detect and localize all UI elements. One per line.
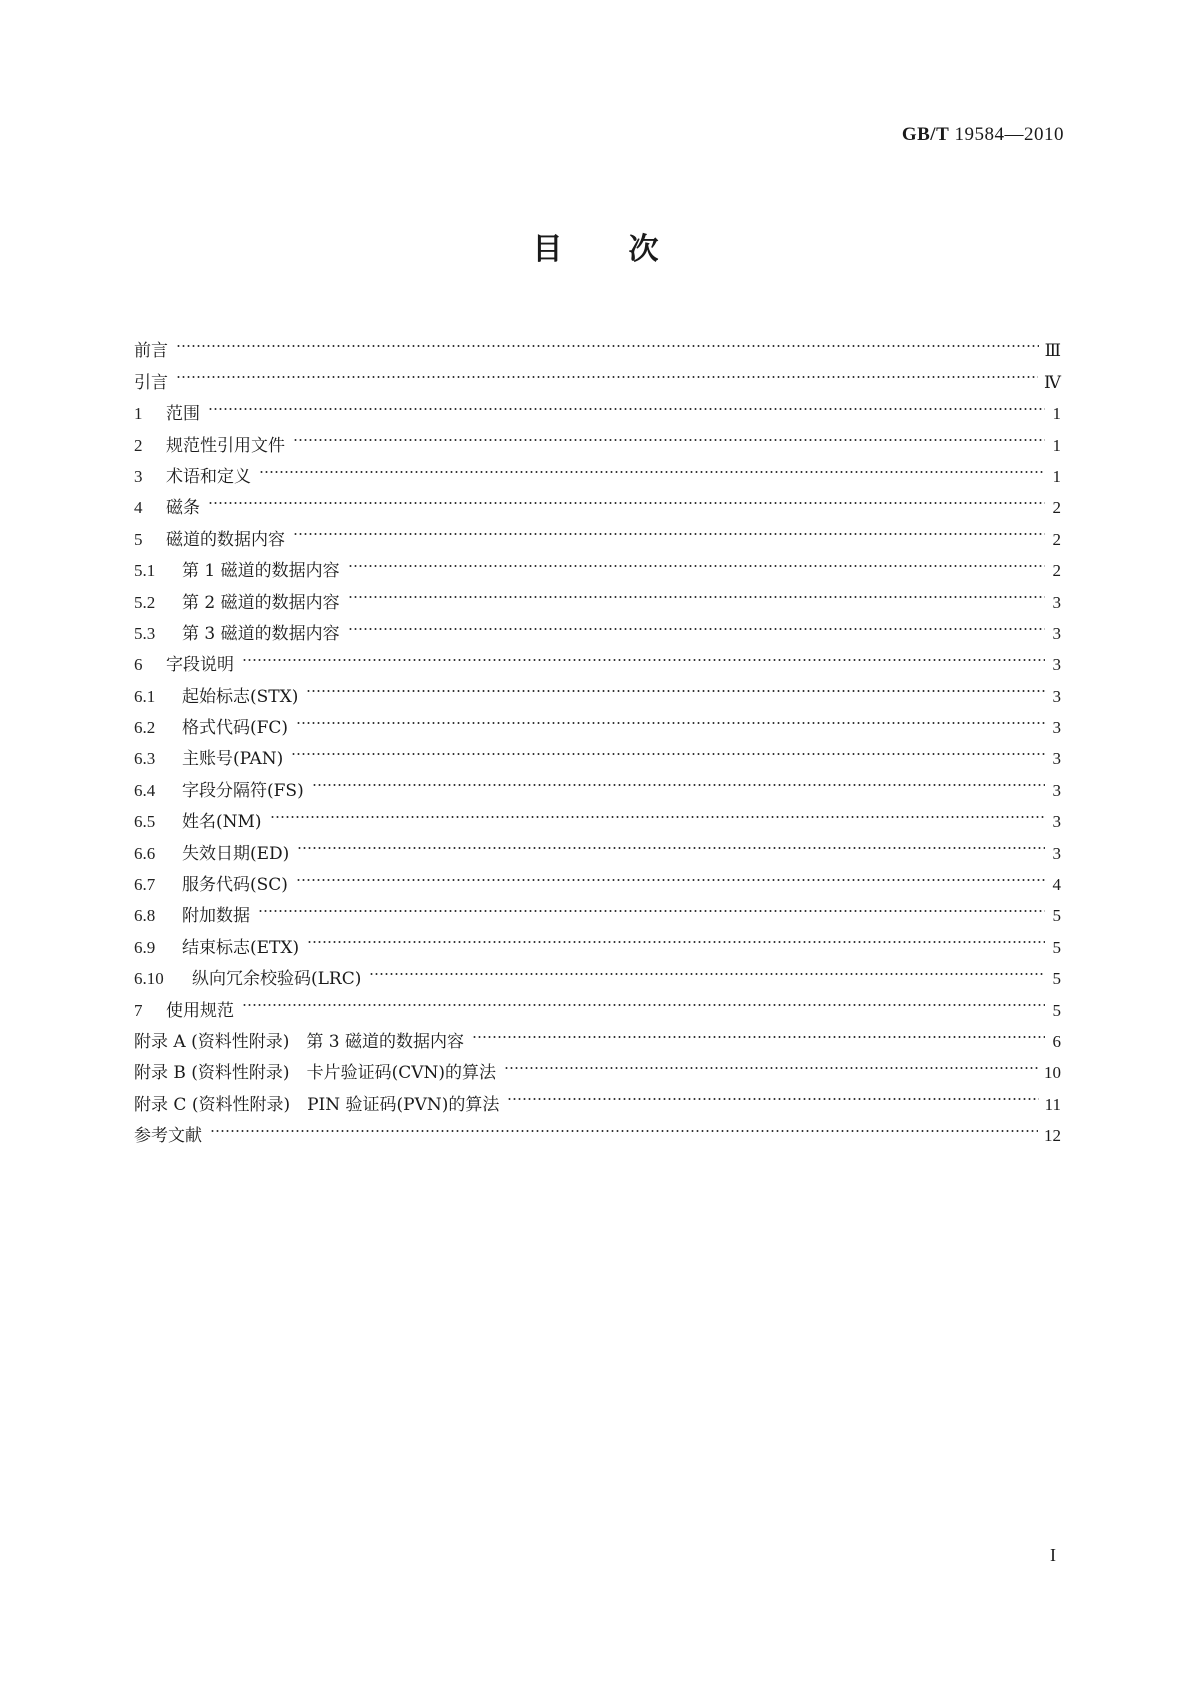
toc-entry-page: 3 <box>1052 812 1061 832</box>
toc-entry[interactable] <box>134 451 1061 487</box>
toc-entry-page: 3 <box>1052 623 1061 643</box>
toc-dot-leader <box>208 388 1045 419</box>
toc-entry-page: Ⅳ <box>1044 372 1061 392</box>
toc-entry-label: 纵向冗余校验码(LRC) <box>192 969 362 990</box>
toc-entry-page: 1 <box>1052 466 1061 486</box>
toc-entry-page: 3 <box>1052 780 1061 800</box>
standard-number <box>902 124 1064 146</box>
toc-entry-page: 1 <box>1052 435 1061 455</box>
toc-entry-number: 6.1 <box>134 686 156 706</box>
toc-dot-leader <box>291 733 1045 764</box>
toc-dot-leader <box>176 356 1038 387</box>
toc-entry-label: 规范性引用文件 <box>166 435 285 456</box>
toc-entry-page: 5 <box>1052 906 1061 926</box>
toc-dot-leader <box>176 325 1039 356</box>
toc-entry[interactable] <box>134 513 1061 550</box>
toc-entry-label: 范围 <box>166 404 200 425</box>
toc-entry-label: 使用规范 <box>166 1000 234 1021</box>
toc-entry-number: 6.4 <box>134 780 156 800</box>
toc-entry-number: 7 <box>134 1000 143 1020</box>
toc-entry-number: 6.6 <box>134 843 156 863</box>
toc-entry-label: 磁道的数据内容 <box>166 529 285 550</box>
toc-entry-page: 6 <box>1052 1031 1061 1051</box>
toc-entry-page: Ⅲ <box>1044 341 1061 361</box>
toc-entry-page: 1 <box>1052 404 1061 424</box>
toc-dot-leader <box>296 702 1045 733</box>
toc-entry-number: 3 <box>134 466 143 486</box>
toc-dot-leader <box>296 859 1045 890</box>
toc-entry-page: 11 <box>1044 1094 1061 1114</box>
toc-entry-label: 字段分隔符(FS) <box>182 780 304 801</box>
toc-dot-leader <box>293 513 1045 544</box>
toc-entry-number: 5 <box>134 529 143 549</box>
toc-entry-number: 6.2 <box>134 718 156 738</box>
page-number: I <box>1050 1545 1056 1565</box>
toc-entry-number: 6.7 <box>134 875 156 895</box>
toc-entry-page: 2 <box>1052 529 1061 549</box>
toc-dot-leader <box>312 764 1045 795</box>
toc-entry-label: 服务代码(SC) <box>182 875 288 896</box>
toc-entry-number: 5.1 <box>134 561 156 581</box>
toc-entry-page: 3 <box>1052 718 1061 738</box>
toc-entry-label: 字段说明 <box>166 655 234 676</box>
toc-entry[interactable] <box>134 482 1061 519</box>
toc-entry-label: 主账号(PAN) <box>182 749 284 770</box>
toc-entry[interactable] <box>134 890 1061 927</box>
toc-dot-leader <box>307 921 1045 952</box>
toc-entry-number: 6.10 <box>134 969 164 989</box>
toc-dot-leader <box>369 953 1045 984</box>
toc-entry-page: 3 <box>1052 749 1061 769</box>
toc-entry[interactable] <box>134 827 1061 864</box>
toc-entry-page: 4 <box>1052 875 1061 895</box>
toc-entry[interactable] <box>134 796 1061 833</box>
toc-dot-leader <box>306 670 1045 701</box>
toc-entry[interactable] <box>134 419 1061 456</box>
toc-entry-number: 5.3 <box>134 623 156 643</box>
toc-entry-page: 5 <box>1052 1000 1061 1020</box>
toc-entry-page: 12 <box>1044 1126 1061 1146</box>
toc-entry-number: 1 <box>134 404 143 424</box>
toc-entry-number: 4 <box>134 498 143 518</box>
toc-entry-page: 2 <box>1052 561 1061 581</box>
toc-entry-page: 10 <box>1044 1063 1061 1083</box>
toc-entry[interactable] <box>134 1016 1061 1052</box>
toc-entry-page: 3 <box>1052 592 1061 612</box>
toc-entry-number: 5.2 <box>134 592 156 612</box>
toc-entry-label: 第 2 磁道的数据内容 <box>182 592 340 613</box>
toc-dot-leader <box>348 608 1045 639</box>
toc-entry-label: 附加数据 <box>182 906 250 927</box>
toc-entry-label: 术语和定义 <box>166 466 251 487</box>
toc-entry-page: 2 <box>1052 498 1061 518</box>
toc-dot-leader <box>472 1016 1045 1047</box>
toc-entry-number: 2 <box>134 435 143 455</box>
toc-entry-number: 6.5 <box>134 812 156 832</box>
toc-dot-leader <box>242 639 1045 670</box>
toc-entry[interactable] <box>134 984 1061 1021</box>
toc-entry-label: 第 3 磁道的数据内容 <box>182 623 340 644</box>
toc-entry-label: 起始标志(STX) <box>182 686 299 707</box>
toc-entry[interactable] <box>134 921 1061 958</box>
toc-entry[interactable] <box>134 356 1061 393</box>
toc-entry[interactable] <box>134 639 1061 676</box>
toc-entry-label: 格式代码(FC) <box>182 718 289 739</box>
toc-entry-label: 姓名(NM) <box>182 812 262 833</box>
toc-entry-label: 第 1 磁道的数据内容 <box>182 561 340 582</box>
toc-entry-page: 5 <box>1052 937 1061 957</box>
toc-entry-label: 参考文献 <box>134 1126 202 1147</box>
toc-entry-label: 附录 B (资料性附录) 卡片验证码(CVN)的算法 <box>134 1063 496 1084</box>
toc-entry-number: 6 <box>134 655 143 675</box>
standard-code: GB/T <box>901 124 950 145</box>
toc-dot-leader <box>259 451 1045 482</box>
toc-entry-number: 6.8 <box>134 906 156 926</box>
toc-entry-page: 5 <box>1052 969 1061 989</box>
toc-entry-label: 引言 <box>134 372 168 393</box>
toc-entry[interactable] <box>134 1110 1061 1147</box>
toc-entry-page: 3 <box>1052 843 1061 863</box>
toc-dot-leader <box>504 1047 1038 1078</box>
toc-entry-number: 6.3 <box>134 749 156 769</box>
table-of-contents <box>134 325 1061 1147</box>
toc-entry-label: 附录 A (资料性附录) 第 3 磁道的数据内容 <box>134 1031 464 1052</box>
toc-entry-label: 前言 <box>134 341 168 362</box>
toc-dot-leader <box>293 419 1045 450</box>
standard-year-number: 19584—2010 <box>954 124 1064 145</box>
toc-dot-leader <box>507 1078 1038 1109</box>
toc-dot-leader <box>242 984 1045 1015</box>
toc-entry-page: 3 <box>1052 686 1061 706</box>
toc-dot-leader <box>258 890 1045 921</box>
toc-dot-leader <box>208 482 1045 513</box>
toc-dot-leader <box>348 576 1045 607</box>
toc-entry[interactable] <box>134 325 1061 362</box>
toc-entry[interactable] <box>134 670 1061 707</box>
toc-entry-number: 6.9 <box>134 937 156 957</box>
toc-entry-page: 3 <box>1052 655 1061 675</box>
toc-dot-leader <box>270 796 1045 827</box>
toc-entry-label: 失效日期(ED) <box>182 843 290 864</box>
toc-dot-leader <box>297 827 1045 858</box>
toc-title: 目次 <box>532 232 725 267</box>
toc-entry[interactable] <box>134 388 1061 425</box>
toc-dot-leader <box>348 545 1045 576</box>
toc-entry-label: 附录 C (资料性附录) PIN 验证码(PVN)的算法 <box>134 1094 500 1115</box>
toc-entry-label: 磁条 <box>166 498 200 519</box>
toc-entry-label: 结束标志(ETX) <box>182 937 300 958</box>
toc-dot-leader <box>210 1110 1038 1141</box>
